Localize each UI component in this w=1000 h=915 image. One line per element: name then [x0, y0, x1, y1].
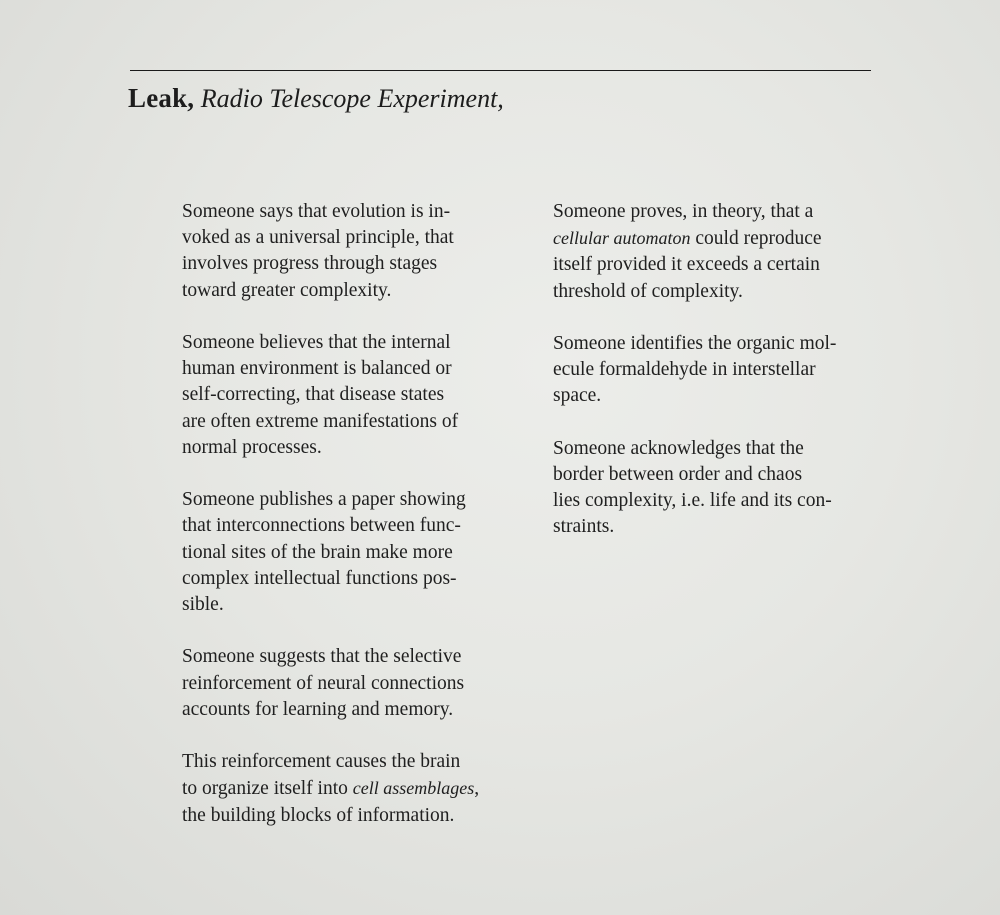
text-fragment: , — [474, 778, 480, 800]
text-line: reinforcement of neural connections — [182, 672, 465, 694]
text-line: voked as a universal principle, that — [182, 227, 454, 249]
text-line: This reinforcement causes the brain — [182, 751, 461, 773]
paragraph-evolution — [182, 199, 512, 304]
right-column — [553, 199, 878, 567]
paragraph-cell-assemblages — [182, 749, 512, 829]
text-line: Someone proves, in theory, that a — [553, 201, 814, 222]
page-title — [128, 80, 504, 117]
text-line: normal processes. — [182, 436, 322, 458]
text-line: Someone says that evolution is in- — [182, 201, 451, 222]
text-line: Someone suggests that the selective — [182, 646, 462, 668]
paragraph-formaldehyde — [553, 331, 878, 410]
text-line-with-italic — [553, 225, 878, 252]
text-line: ecule formaldehyde in interstellar — [553, 359, 816, 381]
text-line: Someone identifies the organic mol- — [553, 333, 837, 354]
paragraph-order-chaos — [553, 436, 878, 541]
text-line: are often extreme manifestations of — [182, 410, 459, 432]
header-rule — [130, 70, 871, 71]
text-line: that interconnections between func- — [182, 515, 461, 537]
text-line: toward greater complexity. — [182, 279, 392, 301]
text-line: involves progress through stages — [182, 253, 438, 275]
italic-term: cellular automaton — [553, 228, 691, 249]
text-line: human environment is balanced or — [182, 358, 452, 380]
text-line-with-italic — [182, 775, 512, 802]
text-line: complex intellectual functions pos- — [182, 567, 457, 589]
text-line: border between order and chaos — [553, 464, 803, 485]
text-line: sible. — [182, 594, 224, 616]
text-line: tional sites of the brain make more — [182, 541, 453, 563]
paragraph-neural-reinforcement — [182, 644, 512, 723]
title-work: Radio Telescope Experiment, — [200, 84, 504, 113]
text-line: space. — [553, 385, 602, 407]
title-author: Leak, — [128, 83, 195, 113]
text-line: lies complexity, i.e. life and its con- — [553, 490, 832, 512]
text-line: itself provided it exceeds a certain — [553, 254, 820, 276]
text-line: the building blocks of information. — [182, 804, 455, 826]
text-line: Someone believes that the internal — [182, 332, 451, 353]
italic-term: cell assemblages — [352, 778, 475, 799]
text-line: straints. — [553, 516, 615, 538]
text-line: Someone publishes a paper showing — [182, 489, 466, 511]
text-line: Someone acknowledges that the — [553, 437, 804, 459]
paragraph-brain-paper — [182, 487, 512, 618]
text-fragment: could reproduce — [690, 228, 822, 250]
left-column — [182, 199, 512, 855]
text-line: self-correcting, that disease states — [182, 384, 445, 406]
text-line: threshold of complexity. — [553, 280, 743, 302]
paragraph-internal-environment — [182, 330, 512, 461]
paragraph-cellular-automaton — [553, 199, 878, 305]
text-line: accounts for learning and memory. — [182, 698, 454, 720]
text-fragment: to organize itself into — [182, 778, 353, 800]
